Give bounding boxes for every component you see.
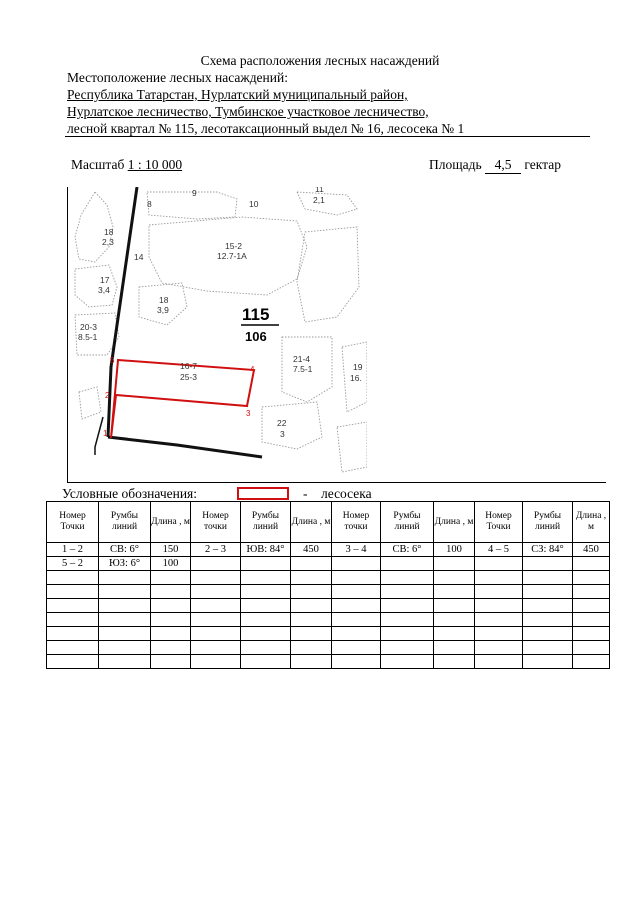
table-cell [573, 641, 610, 655]
table-cell [151, 655, 191, 669]
table-cell [291, 557, 332, 571]
table-cell [523, 627, 573, 641]
plot-21-4-info: 7.5-1 [293, 364, 313, 374]
table-row [47, 641, 610, 655]
table-row [47, 557, 610, 571]
table-cell [241, 571, 291, 585]
table-cell [523, 641, 573, 655]
table-header-cell: Румбы линий [381, 502, 434, 543]
table-header-cell: Длина , м [151, 502, 191, 543]
point-2-label: 2 [105, 391, 110, 400]
table-cell: 450 [573, 543, 610, 557]
table-row [47, 655, 610, 669]
table-cell [381, 655, 434, 669]
location-label: Местоположение лесных насаждений: [67, 70, 288, 85]
table-cell: 5 – 2 [47, 557, 99, 571]
table-cell [332, 627, 381, 641]
table-cell [523, 655, 573, 669]
table-cell [47, 571, 99, 585]
table-cell [573, 627, 610, 641]
area-unit: гектар [524, 157, 561, 172]
road-vertical [108, 187, 137, 437]
table-cell [241, 613, 291, 627]
table-cell [381, 571, 434, 585]
table-cell: 3 – 4 [332, 543, 381, 557]
legend-dash: - [303, 486, 308, 501]
table-header-cell: Румбы линий [99, 502, 151, 543]
table-header-cell: Длина , м [291, 502, 332, 543]
table-cell [99, 599, 151, 613]
table-header-cell: Длина , м [573, 502, 610, 543]
area-label: Площадь [429, 157, 482, 172]
table-cell [291, 627, 332, 641]
plot-15-2-info: 12.7-1А [217, 251, 247, 261]
table-cell [291, 571, 332, 585]
plot-15-2-label: 15-2 [225, 241, 243, 251]
table-header-cell: Румбы линий [523, 502, 573, 543]
point-3-label: 3 [246, 409, 251, 418]
table-cell [47, 585, 99, 599]
point-1-label: 1 [103, 429, 108, 438]
table-cell [47, 655, 99, 669]
table-cell [381, 599, 434, 613]
table-cell [332, 613, 381, 627]
table-header-cell: Длина , м [434, 502, 475, 543]
table-cell [434, 627, 475, 641]
table-cell [332, 571, 381, 585]
table-cell [191, 557, 241, 571]
legend-item [303, 486, 372, 502]
table-cell [47, 641, 99, 655]
table-cell: ЮВ: 84° [241, 543, 291, 557]
table-row [47, 613, 610, 627]
table-cell: СВ: 6° [99, 543, 151, 557]
plot-18b-label: 18 [159, 295, 169, 305]
table-cell [434, 571, 475, 585]
table-row [47, 585, 610, 599]
table-cell [241, 557, 291, 571]
table-cell [573, 557, 610, 571]
plot-16-7-label: 16-7 [180, 361, 198, 371]
table-cell [475, 641, 523, 655]
table-cell [434, 557, 475, 571]
table-cell [151, 571, 191, 585]
plot-21-4-label: 21-4 [293, 354, 311, 364]
table-cell [381, 627, 434, 641]
table-cell [291, 655, 332, 669]
location-line-1: Республика Татарстан, Нурлатский муниципальный район, [67, 87, 408, 102]
table-cell [434, 655, 475, 669]
table-cell: 1 – 2 [47, 543, 99, 557]
table-cell [523, 557, 573, 571]
table-cell: ЮЗ: 6° [99, 557, 151, 571]
table-cell [434, 599, 475, 613]
table-cell [151, 585, 191, 599]
table-cell [99, 571, 151, 585]
quarter-area: 106 [245, 329, 267, 344]
table-cell [434, 585, 475, 599]
table-cell [99, 641, 151, 655]
table-cell [99, 655, 151, 669]
table-cell [475, 627, 523, 641]
table-cell [291, 599, 332, 613]
plot-22-info: 3 [280, 429, 285, 439]
table-cell [151, 627, 191, 641]
table-header-cell: Номер Точки [475, 502, 523, 543]
rhumb-table [46, 501, 610, 669]
scale-label: Масштаб [71, 157, 125, 172]
point-5-label: 5 [110, 356, 115, 365]
table-cell [99, 585, 151, 599]
table-cell: 4 – 5 [475, 543, 523, 557]
table-cell [475, 655, 523, 669]
plot-17-info: 3,4 [98, 285, 110, 295]
table-cell [99, 627, 151, 641]
table-cell [291, 613, 332, 627]
legend-item-label: лесосека [321, 486, 372, 501]
table-cell [332, 557, 381, 571]
table-cell [475, 557, 523, 571]
scale-field [71, 157, 182, 173]
plot-18b-info: 3,9 [157, 305, 169, 315]
map-frame-bottom [67, 482, 606, 483]
legend-swatch [237, 487, 289, 500]
table-cell [434, 613, 475, 627]
table-header-cell: Номер точки [191, 502, 241, 543]
plot-9-label: 9 [192, 188, 197, 198]
table-header-cell: Румбы линий [241, 502, 291, 543]
table-cell [381, 613, 434, 627]
table-cell [241, 627, 291, 641]
table-cell [573, 571, 610, 585]
table-cell [475, 571, 523, 585]
table-cell [381, 641, 434, 655]
table-cell [151, 613, 191, 627]
table-cell [381, 585, 434, 599]
table-row [47, 571, 610, 585]
table-cell [475, 585, 523, 599]
table-cell: 150 [151, 543, 191, 557]
table-cell [573, 585, 610, 599]
location-line-3: лесной квартал № 115, лесотаксационный выдел № 16, лесосека № 1 [67, 121, 465, 136]
table-cell [573, 655, 610, 669]
table-cell [573, 613, 610, 627]
legend-label: Условные обозначения: [62, 486, 198, 501]
table-cell: СВ: 6° [381, 543, 434, 557]
area-value: 4,5 [485, 157, 521, 174]
table-cell [241, 655, 291, 669]
table-header-cell: Номер Точки [47, 502, 99, 543]
table-cell: 2 – 3 [191, 543, 241, 557]
table-row [47, 599, 610, 613]
forest-map [67, 187, 367, 482]
table-cell [191, 613, 241, 627]
table-cell [191, 641, 241, 655]
table-cell [191, 655, 241, 669]
table-cell [523, 599, 573, 613]
plot-8-label: 8 [147, 199, 152, 209]
plot-11-label: 11 [315, 187, 324, 194]
table-cell [99, 613, 151, 627]
table-cell [475, 599, 523, 613]
area-field [429, 157, 561, 174]
plot-16-7-info: 25-3 [180, 372, 198, 382]
plot-18a-label: 18 [104, 227, 114, 237]
table-cell [573, 599, 610, 613]
plot-10-label: 10 [249, 199, 259, 209]
table-cell [291, 641, 332, 655]
table-row [47, 627, 610, 641]
table-cell [523, 613, 573, 627]
location-line-2: Нурлатское лесничество, Тумбинское участковое лесничество, [67, 104, 429, 119]
table-header-cell: Номер точки [332, 502, 381, 543]
table-cell: 100 [434, 543, 475, 557]
table-cell: 450 [291, 543, 332, 557]
track-line [95, 417, 103, 455]
table-cell [241, 641, 291, 655]
plot-19-info: 16. [350, 373, 362, 383]
plot-20-3-label: 20-3 [80, 322, 98, 332]
table-cell [332, 655, 381, 669]
table-cell [523, 585, 573, 599]
plot-22-label: 22 [277, 418, 287, 428]
road-horizontal [108, 437, 262, 457]
table-cell: СЗ: 84° [523, 543, 573, 557]
table-cell [47, 599, 99, 613]
table-cell [47, 627, 99, 641]
plot-17-label: 17 [100, 275, 110, 285]
plot-20-3-info: 8.5-1 [78, 332, 98, 342]
table-header-row [47, 502, 610, 543]
table-cell [381, 557, 434, 571]
plot-14-label: 14 [134, 252, 144, 262]
table-cell [332, 599, 381, 613]
plot-11-info: 2,1 [313, 195, 325, 205]
table-cell [475, 613, 523, 627]
table-cell: 100 [151, 557, 191, 571]
table-cell [291, 585, 332, 599]
table-cell [241, 599, 291, 613]
map-contours [75, 192, 367, 472]
table-cell [191, 599, 241, 613]
table-cell [523, 571, 573, 585]
point-4-label: 4 [250, 365, 255, 374]
table-cell [191, 585, 241, 599]
table-cell [191, 571, 241, 585]
table-cell [47, 613, 99, 627]
scale-value: 1 : 10 000 [127, 157, 183, 172]
page-title: Схема расположения лесных насаждений [200, 53, 440, 68]
table-cell [151, 641, 191, 655]
plot-18a-info: 2,3 [102, 237, 114, 247]
table-cell [191, 627, 241, 641]
quarter-number: 115 [242, 305, 270, 324]
table-row [47, 543, 610, 557]
table-cell [151, 599, 191, 613]
table-cell [241, 585, 291, 599]
table-cell [434, 641, 475, 655]
table-cell [332, 641, 381, 655]
header-rule [65, 136, 590, 137]
table-cell [332, 585, 381, 599]
plot-19-label: 19 [353, 362, 363, 372]
